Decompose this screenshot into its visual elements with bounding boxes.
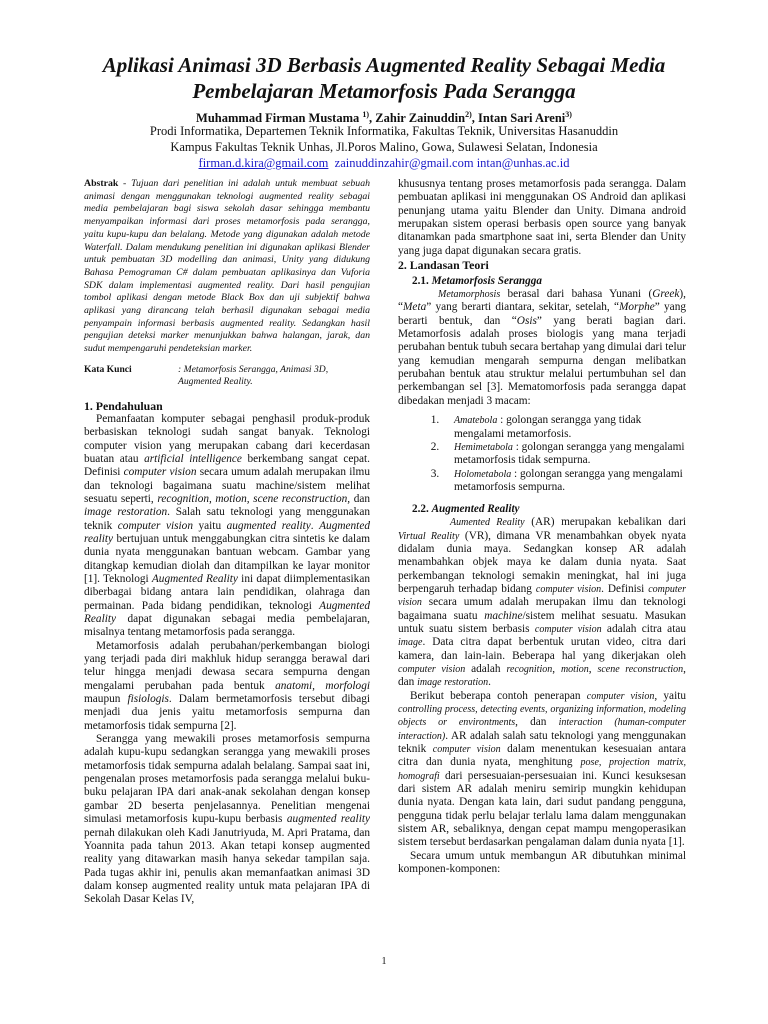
section-2-2-paragraph-1 (398, 516, 686, 689)
text-run: maupun (84, 693, 128, 706)
right-column (398, 178, 686, 877)
author-2: Zahir Zainuddin (375, 111, 466, 126)
italic-term: image restoration (84, 506, 168, 519)
text-run: , (552, 663, 561, 675)
italic-term: Aumented Reality (450, 517, 525, 529)
author-3-mark: 3) (565, 110, 572, 119)
text-run: , dan (515, 716, 559, 729)
italic-term: Morphe (619, 301, 655, 314)
paper-title: Aplikasi Animasi 3D Berbasis Augmented Reality Sebagai Media Pembelajaran Metamorfosis Pada Serangga (102, 53, 666, 103)
text-run: ), “ (398, 288, 686, 314)
text-run: (VR), dimana VR menambahkan obyek nyata didalam dunia maya. Sedangkan konsep AR adalah menambahkan objek maya ke dalam dunia nyata. Saat perkembangan teknologi semakin meningkat, hal ini juga berpengaruh terhadap bidang (398, 529, 686, 595)
italic-term: anatomi, morfologi (275, 679, 370, 692)
list-term: Holometabola (454, 468, 512, 480)
text-run: Serangga yang mewakili proses metamorfosis sempurna adalah kupu-kupu sedangkan serangga yang mewakili proses metamorfosis tidak sempurna adalah belalang. Sampai saat ini, pengenalan proses metamorfosis pada serangga melalui buku-buku pelajaran IPA dari anak-anak sekolahan dengan konsep gambar 2D beserta penjelasannya. Penelitian mengenai simulasi metamorfosis kupu-kupu berbasis (84, 733, 370, 826)
abstract (84, 178, 370, 356)
italic-term: Osis (516, 314, 537, 327)
italic-term: Augmented reality (84, 519, 370, 545)
section-1-paragraph-1 (84, 413, 370, 640)
italic-term: computer vision (535, 583, 602, 595)
list-term: Amatebola (454, 415, 498, 427)
section-2-2-paragraph-2 (398, 690, 686, 850)
page-number: 1 (381, 956, 387, 967)
section-2-1-title: Metamorfosis Serangga (431, 275, 542, 288)
text-run: . Dalam bermetamorfosis tersebut dibagi menjadi dua jenis yaitu metamorfosis sempurna dan metamorfosis tidak sempurna [2]. (84, 693, 370, 732)
text-run: ” yang berarti diantara, sekitar, setelah, “ (426, 301, 619, 314)
text-run: (AR) merupakan kebalikan dari (524, 516, 686, 529)
text-run: pernah dilakukan oleh Kadi Janutriyuda, M. Apri Pratama, dan Yoannita pada tahun 2013. Akan tetapi konsep augmented reality yang ditawarkan masih hanya sekedar tampilan saja. Pada tugas akhir ini, penulis akan memanfaatkan animasi 3D dalam konsep augmented reality untuk mata pelajaran IPA di Sekolah Dasar Kelas IV, (84, 826, 370, 906)
text-run: bertujuan untuk menggabungkan citra sintetis ke dalam dunia nyata menggunakan bantuan webcam. Gambar yang ditangkap kemudian diolah dan ditampilkan ke layar monitor [1]. Teknologi (84, 532, 370, 585)
list-item (442, 468, 686, 495)
italic-term: pose, projection matrix, homografi (398, 757, 686, 782)
author-line: Muhammad Firman Mustama $^{1)}$, Zahir Zainuddin$^{2)}$, Intan Sari Areni$^{3)}$ (196, 110, 572, 126)
keywords (84, 364, 370, 389)
text-run: dari persesuaian-persesuaian ini. Kunci kesuksesan dari sistem AR adalah meniru semirip mungkin kehidupan dunia nyata. Dengan kata lain, dari sudut pandang pengguna, pengguna tidak perlu belajar terlalu lama dalam menggunakan sistem AR, sebaliknya, dengan cepat mampu mengoperasikan sistem tersebut berdasarkan pengalaman dalam dunia nyata [1]. (398, 769, 686, 849)
text-run: . (310, 519, 320, 532)
italic-term: computer vision (534, 623, 602, 635)
text-run: secara umum adalah merupakan ilmu dan teknologi bagaimana suatu machine/sistem melihat sesuatu seperti, (84, 466, 370, 505)
section-1-paragraph-3 (84, 733, 370, 906)
left-column (84, 178, 370, 907)
text-run: Pemanfaatan komputer sebagai penghasil produk-produk berbasiskan teknologi sudah sangat banyak. Teknologi computer vision yang merupakan cabang dari kecerdasan buatan atau (84, 412, 370, 465)
list-desc: : golongan serangga yang tidak mengalami metamorfosis. (454, 414, 642, 440)
text-run: yaitu (192, 519, 227, 532)
email-line (40, 155, 728, 171)
section-2-2-paragraph-3: Secara umum untuk membangun AR dibutuhkan minimal komponen-komponen: (398, 849, 686, 876)
italic-term: computer vision (586, 690, 655, 702)
section-1-paragraph-2 (84, 640, 370, 733)
italic-term: Augmented Reality (151, 572, 238, 585)
text-run: adalah citra atau (601, 622, 686, 635)
italic-term: machine (484, 609, 523, 622)
keywords-text: : Metamorfosis Serangga, Animasi 3D, Augmented Reality. (178, 363, 329, 388)
text-run: secara umum adalah merupakan ilmu dan teknologi bagaimana suatu (398, 596, 686, 622)
abstract-separator: - (118, 178, 132, 189)
italic-term: computer vision (398, 664, 466, 675)
text-run: adalah (465, 663, 507, 675)
section-1-heading: 1. Pendahuluan (84, 398, 163, 413)
intro-continuation: khususnya tentang proses metamorfosis pada serangga. Dalam pembuatan aplikasi ini menggunakan OS Android dan aplikasi penunjang utama yaitu Blender dan Unity. Dimana android merupakan sistem operasi berbasis open source yang banyak ditanamkan pada smartphone saat ini, serta Blender dan Unity yang juga dapat digunakan secara gratis. (398, 178, 686, 257)
metamorphosis-list (398, 414, 686, 494)
abstract-text: Tujuan dari penelitian ini adalah untuk membuat sebuah animasi dengan menggunakan teknologi augmented reality sebagai media pembelajaran bagi siswa sekolah dasar sehingga membantu menyampaikan informasi dari proses metamorfosis pada serangga, yaitu kupu-kupu dan belalang. Metode yang digunakan adalah metode Waterfall. Dalam mendukung penelitian ini digunakan aplikasi Blender untuk pembuatan 3D modelling dan animasi, Unity yang didukung Bahasa Pemograman C# dalam pembuatan aplikasinya dan Vuforia SDK dalam implementasi augmented reality. Dari hasil pengujian tombol aplikasi dengan metode Black Box dan uji subjektif bahwa aplikasi yang dirancang telah berhasil digunakan sebagai media penyampain informasi berbasis augmented reality. Sedangkan hasil pengujian deteksi marker menunjukkan bahwa halangan, jarak, dan sudut mempengaruhi pendeteksian marker. (84, 178, 370, 355)
email-link-1[interactable]: firman.d.kira@gmail.com (198, 156, 329, 170)
italic-term: recognition, motion, scene reconstruction, (157, 492, 351, 505)
section-2-1-number: 2.1. (412, 275, 429, 288)
text-run: , dan (398, 663, 686, 689)
italic-term: Greek (652, 288, 680, 301)
text-run: . Salah satu teknologi yang menggunakan teknik (84, 506, 370, 532)
italic-term: recognition (506, 664, 553, 675)
affiliation-line-1: Prodi Informatika, Departemen Teknik Informatika, Fakultas Teknik, Universitas Hasanuddin (149, 124, 619, 138)
text-run: ” yang berarti bentuk, dan “ (398, 301, 686, 327)
italic-term: image (398, 637, 423, 649)
italic-term: augmented reality (226, 519, 311, 532)
text-run: Berikut beberapa contoh penerapan (410, 689, 587, 702)
italic-term: computer vision (123, 466, 197, 479)
text-run: dapat digunakan sebagai media pembelajaran, misalnya tentang metamorfosis pada serangga. (84, 613, 370, 639)
text-run: dalam menentukan kesesuaian antara citra dan dunia nyata, menghitung (398, 743, 687, 769)
text-run: . (488, 676, 491, 689)
section-2-1-paragraph (398, 288, 686, 408)
author-2-mark: 2) (465, 110, 472, 119)
italic-term: Metamorphosis (438, 289, 501, 301)
text-run: dan (350, 492, 371, 505)
italic-term: Augmented Reality (84, 599, 370, 625)
list-item (442, 414, 686, 441)
text-run: , (588, 663, 598, 675)
italic-term: controlling process, detecting events, organizing information, modeling objects or environtments (398, 704, 686, 729)
list-item (442, 441, 686, 468)
italic-term: fisiologis (127, 693, 169, 706)
italic-term: image restoration (417, 677, 489, 689)
text-run: ini dapat diimplementasikan diberbagai bidang antara lain pendidikan, olahraga dan permainan. Pada bidang pendidikan, teknologi (84, 572, 370, 612)
italic-term: Meta (403, 301, 427, 314)
italic-term: computer vision (432, 744, 501, 756)
section-2-2-number: 2.2. (412, 503, 429, 516)
list-term: Hemimetabola (454, 441, 513, 453)
section-2-1-heading (398, 274, 686, 288)
italic-term: Virtual Reality (398, 530, 460, 542)
section-2-2-title: Augmented Reality (431, 503, 520, 516)
text-run: berasal dari bahasa Yunani ( (500, 288, 653, 301)
author-1: Muhammad Firman Mustama (196, 111, 360, 126)
abstract-label: Abstrak (84, 178, 119, 189)
text-run: berkembang sangat cepat. Definisi (84, 452, 371, 479)
section-2-heading: 2. Landasan Teori (398, 258, 489, 273)
author-3: Intan Sari Areni (477, 111, 566, 126)
text-run: Metamorfosis adalah perubahan/perkembangan biologi yang terjadi pada diri makhluk hidup serangga berawal dari telur hingga menjadi dewasa secara sempurna dengan mengalami perubahan pada bentuk (84, 639, 370, 692)
email-2: zainuddinzahir@gmail.com (334, 156, 474, 170)
italic-term: computer vision (398, 583, 686, 609)
affiliation-line-2: Kampus Fakultas Teknik Unhas, Jl.Poros Malino, Gowa, Sulawesi Selatan, Indonesia (170, 140, 598, 154)
italic-term: scene reconstruction (597, 664, 684, 675)
text-run: /sistem melihat sesuatu. Masukan untuk suatu sistem berbasis (398, 609, 687, 635)
italic-term: interaction (human-computer interaction) (398, 717, 686, 742)
italic-term: computer vision (117, 519, 193, 532)
email-3: intan@unhas.ac.id (476, 156, 570, 170)
text-run: . Data citra dapat berbentuk urutan video, citra dari kamera, dan lain-lain. Beberapa hal yang dikerjakan oleh (398, 636, 686, 662)
text-run: . Definisi (601, 582, 649, 595)
section-2-2-heading (398, 502, 686, 516)
italic-term: artificial intelligence (144, 452, 242, 465)
text-run: , yaitu (654, 689, 686, 702)
list-desc: : golongan serangga yang mengalami metamorfosis sempurna. (454, 467, 683, 493)
keywords-label: Kata Kunci (84, 363, 132, 375)
text-run: ” yang berati bagian dari. Metamorfosis adalah proses biologis yang mana terjadi perubahan bentuk tubuh secara bertahap yang dimulai dari telur yang kemudian mengarah sempurna dengan melibatkan perubahan bentuk atau struktur melalui pertumbuhan sel dan perkembangan sel [3]. Mematomorfosis pada serangga dapat dibedakan menjadi 3 macam: (398, 314, 686, 407)
list-desc: : golongan serangga yang mengalami metamorfosis tidak sempurna. (454, 440, 685, 467)
author-1-mark: 1) (362, 110, 370, 119)
italic-term: motion (560, 664, 589, 675)
text-run: . AR adalah salah satu teknologi yang menggunakan teknik (398, 729, 686, 756)
italic-term: augmented reality (286, 813, 370, 826)
